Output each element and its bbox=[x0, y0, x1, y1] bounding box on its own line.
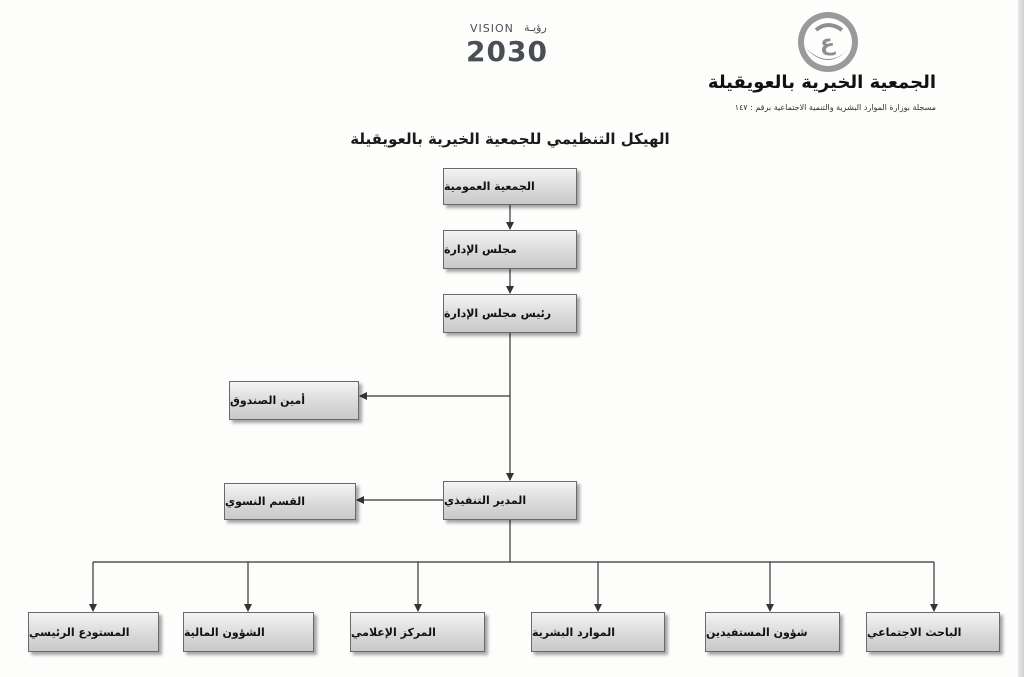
node-women-section: القسم النسوي bbox=[224, 483, 356, 520]
node-media-center: المركز الإعلامي bbox=[350, 612, 485, 652]
svg-text:ع: ع bbox=[820, 31, 836, 56]
vision-arabic: رؤيـة bbox=[524, 21, 547, 34]
node-financial-affairs: الشؤون المالية bbox=[183, 612, 314, 652]
node-social-researcher: الباحث الاجتماعي bbox=[866, 612, 1000, 652]
node-executive-director: المدير التنفيذي bbox=[443, 481, 577, 520]
vision-year: 2030 bbox=[466, 35, 548, 68]
chart-title: الهيكل التنظيمي للجمعية الخيرية بالعويقيلة bbox=[350, 130, 670, 148]
node-general-assembly: الجمعية العمومية bbox=[443, 168, 577, 205]
node-treasurer: أمين الصندوق bbox=[229, 381, 359, 420]
organization-name: الجمعية الخيرية بالعويقيلة bbox=[707, 72, 936, 93]
node-beneficiaries-affairs: شؤون المستفيدين bbox=[705, 612, 840, 652]
vision-word: VISION bbox=[470, 22, 514, 35]
node-board-chairman: رئيس مجلس الإدارة bbox=[443, 294, 577, 333]
node-human-resources: الموارد البشرية bbox=[531, 612, 665, 652]
node-board: مجلس الإدارة bbox=[443, 230, 577, 269]
node-main-warehouse: المستودع الرئيسي bbox=[28, 612, 159, 652]
registration-text: مسجلة بوزارة الموارد البشرية والتنمية الاجتماعية برقم : ١٤٧ bbox=[734, 103, 936, 112]
